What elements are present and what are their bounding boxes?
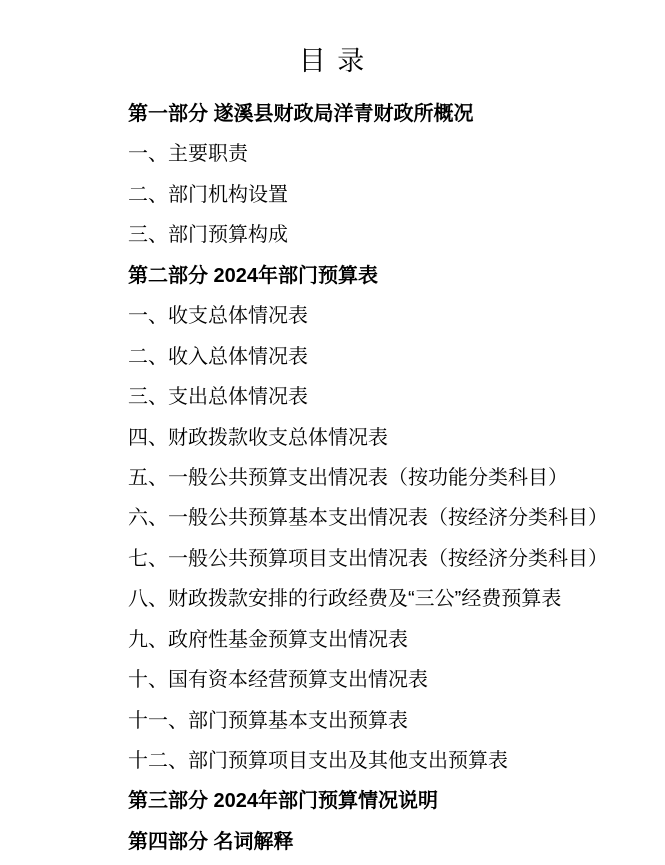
toc-section-heading: 第二部分 2024年部门预算表 — [128, 264, 379, 287]
toc-entry: 六、一般公共预算基本支出情况表（按经济分类科目） — [128, 507, 608, 530]
toc-entry: 九、政府性基金预算支出情况表 — [128, 628, 408, 651]
toc-entry: 二、收入总体情况表 — [128, 345, 308, 368]
toc-entry: 一、主要职责 — [128, 143, 248, 166]
toc-entry: 四、财政拨款收支总体情况表 — [128, 426, 388, 449]
toc-entry: 五、一般公共预算支出情况表（按功能分类科目） — [128, 466, 568, 489]
toc-entry: 八、财政拨款安排的行政经费及“三公”经费预算表 — [128, 588, 562, 611]
toc-entry: 三、部门预算构成 — [128, 224, 288, 247]
toc-list — [0, 94, 665, 862]
toc-entry: 十、国有资本经营预算支出情况表 — [128, 669, 428, 692]
toc-entry: 二、部门机构设置 — [128, 183, 288, 206]
toc-section-heading: 第一部分 遂溪县财政局洋青财政所概况 — [128, 103, 474, 125]
toc-entry: 一、收支总体情况表 — [128, 305, 308, 328]
toc-section-heading: 第四部分 名词解释 — [128, 830, 294, 853]
toc-entry: 七、一般公共预算项目支出情况表（按经济分类科目） — [128, 547, 608, 570]
toc-entry: 十一、部门预算基本支出预算表 — [128, 709, 408, 732]
toc-entry: 三、支出总体情况表 — [128, 386, 308, 409]
toc-entry: 十二、部门预算项目支出及其他支出预算表 — [128, 750, 508, 772]
toc-title: 目 录 — [298, 46, 367, 76]
toc-section-heading: 第三部分 2024年部门预算情况说明 — [128, 790, 439, 813]
